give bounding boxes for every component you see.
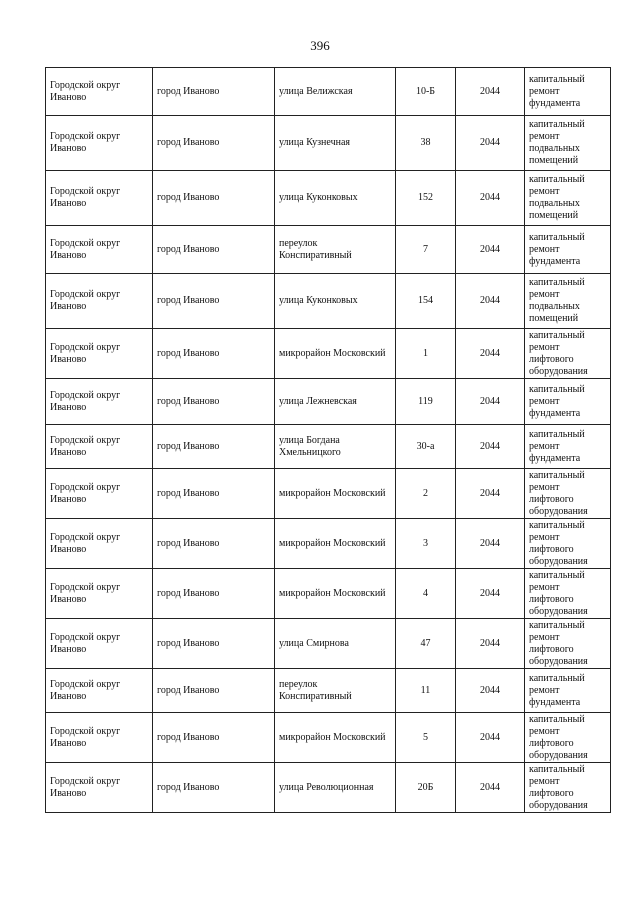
table-row: [46, 763, 611, 813]
district-cell: Городской округ Иваново: [46, 763, 153, 813]
district-cell: Городской округ Иваново: [46, 669, 153, 713]
year-cell: 2044: [456, 171, 525, 226]
city-cell: город Иваново: [153, 68, 275, 116]
house-number-cell: 7: [396, 226, 456, 274]
year-cell: 2044: [456, 226, 525, 274]
city-cell: город Иваново: [153, 171, 275, 226]
table-row: [46, 713, 611, 763]
work-type-cell: капитальный ремонт фундамента: [525, 226, 611, 274]
house-number-cell: 1: [396, 329, 456, 379]
city-cell: город Иваново: [153, 226, 275, 274]
year-cell: 2044: [456, 68, 525, 116]
street-cell: микрорайон Московский: [275, 569, 396, 619]
city-cell: город Иваново: [153, 116, 275, 171]
district-cell: Городской округ Иваново: [46, 469, 153, 519]
table-row: [46, 171, 611, 226]
street-cell: улица Революционная: [275, 763, 396, 813]
district-cell: Городской округ Иваново: [46, 519, 153, 569]
table-row: [46, 519, 611, 569]
city-cell: город Иваново: [153, 425, 275, 469]
district-cell: Городской округ Иваново: [46, 116, 153, 171]
house-number-cell: 20Б: [396, 763, 456, 813]
work-type-cell: капитальный ремонт лифтового оборудования: [525, 763, 611, 813]
table-row: [46, 619, 611, 669]
work-type-cell: капитальный ремонт лифтового оборудования: [525, 519, 611, 569]
work-type-cell: капитальный ремонт подвальных помещений: [525, 274, 611, 329]
street-cell: микрорайон Московский: [275, 329, 396, 379]
table-row: [46, 68, 611, 116]
work-type-cell: капитальный ремонт фундамента: [525, 379, 611, 425]
year-cell: 2044: [456, 379, 525, 425]
city-cell: город Иваново: [153, 713, 275, 763]
district-cell: Городской округ Иваново: [46, 329, 153, 379]
house-number-cell: 119: [396, 379, 456, 425]
district-cell: Городской округ Иваново: [46, 171, 153, 226]
house-number-cell: 5: [396, 713, 456, 763]
table-row: [46, 274, 611, 329]
city-cell: город Иваново: [153, 519, 275, 569]
work-type-cell: капитальный ремонт лифтового оборудования: [525, 569, 611, 619]
year-cell: 2044: [456, 569, 525, 619]
street-cell: переулок Конспиративный: [275, 226, 396, 274]
work-type-cell: капитальный ремонт фундамента: [525, 669, 611, 713]
city-cell: город Иваново: [153, 379, 275, 425]
street-cell: улица Лежневская: [275, 379, 396, 425]
work-type-cell: капитальный ремонт подвальных помещений: [525, 116, 611, 171]
city-cell: город Иваново: [153, 619, 275, 669]
street-cell: улица Кузнечная: [275, 116, 396, 171]
street-cell: микрорайон Московский: [275, 469, 396, 519]
table-row: [46, 329, 611, 379]
work-type-cell: капитальный ремонт лифтового оборудования: [525, 619, 611, 669]
work-type-cell: капитальный ремонт фундамента: [525, 425, 611, 469]
house-number-cell: 11: [396, 669, 456, 713]
work-type-cell: капитальный ремонт лифтового оборудования: [525, 329, 611, 379]
house-number-cell: 2: [396, 469, 456, 519]
district-cell: Городской округ Иваново: [46, 713, 153, 763]
district-cell: Городской округ Иваново: [46, 425, 153, 469]
table-row: [46, 569, 611, 619]
street-cell: улица Богдана Хмельницкого: [275, 425, 396, 469]
district-cell: Городской округ Иваново: [46, 379, 153, 425]
house-number-cell: 47: [396, 619, 456, 669]
house-number-cell: 154: [396, 274, 456, 329]
year-cell: 2044: [456, 469, 525, 519]
district-cell: Городской округ Иваново: [46, 68, 153, 116]
house-number-cell: 152: [396, 171, 456, 226]
district-cell: Городской округ Иваново: [46, 569, 153, 619]
year-cell: 2044: [456, 274, 525, 329]
city-cell: город Иваново: [153, 763, 275, 813]
city-cell: город Иваново: [153, 274, 275, 329]
house-number-cell: 30-а: [396, 425, 456, 469]
district-cell: Городской округ Иваново: [46, 226, 153, 274]
house-number-cell: 10-Б: [396, 68, 456, 116]
street-cell: микрорайон Московский: [275, 713, 396, 763]
year-cell: 2044: [456, 519, 525, 569]
work-type-cell: капитальный ремонт фундамента: [525, 68, 611, 116]
district-cell: Городской округ Иваново: [46, 619, 153, 669]
year-cell: 2044: [456, 713, 525, 763]
street-cell: микрорайон Московский: [275, 519, 396, 569]
table-row: [46, 379, 611, 425]
year-cell: 2044: [456, 619, 525, 669]
registry-body: [46, 68, 611, 813]
street-cell: переулок Конспиративный: [275, 669, 396, 713]
work-type-cell: капитальный ремонт подвальных помещений: [525, 171, 611, 226]
table-row: [46, 469, 611, 519]
year-cell: 2044: [456, 116, 525, 171]
work-type-cell: капитальный ремонт лифтового оборудования: [525, 713, 611, 763]
work-type-cell: капитальный ремонт лифтового оборудования: [525, 469, 611, 519]
street-cell: улица Велижская: [275, 68, 396, 116]
repair-registry-table: [45, 67, 611, 813]
year-cell: 2044: [456, 425, 525, 469]
city-cell: город Иваново: [153, 669, 275, 713]
table-row: [46, 116, 611, 171]
district-cell: Городской округ Иваново: [46, 274, 153, 329]
street-cell: улица Куконковых: [275, 274, 396, 329]
house-number-cell: 3: [396, 519, 456, 569]
page-number: 396: [310, 38, 330, 53]
table-row: [46, 425, 611, 469]
city-cell: город Иваново: [153, 469, 275, 519]
table-row: [46, 669, 611, 713]
house-number-cell: 38: [396, 116, 456, 171]
city-cell: город Иваново: [153, 569, 275, 619]
year-cell: 2044: [456, 669, 525, 713]
year-cell: 2044: [456, 329, 525, 379]
street-cell: улица Куконковых: [275, 171, 396, 226]
house-number-cell: 4: [396, 569, 456, 619]
table-row: [46, 226, 611, 274]
year-cell: 2044: [456, 763, 525, 813]
city-cell: город Иваново: [153, 329, 275, 379]
street-cell: улица Смирнова: [275, 619, 396, 669]
